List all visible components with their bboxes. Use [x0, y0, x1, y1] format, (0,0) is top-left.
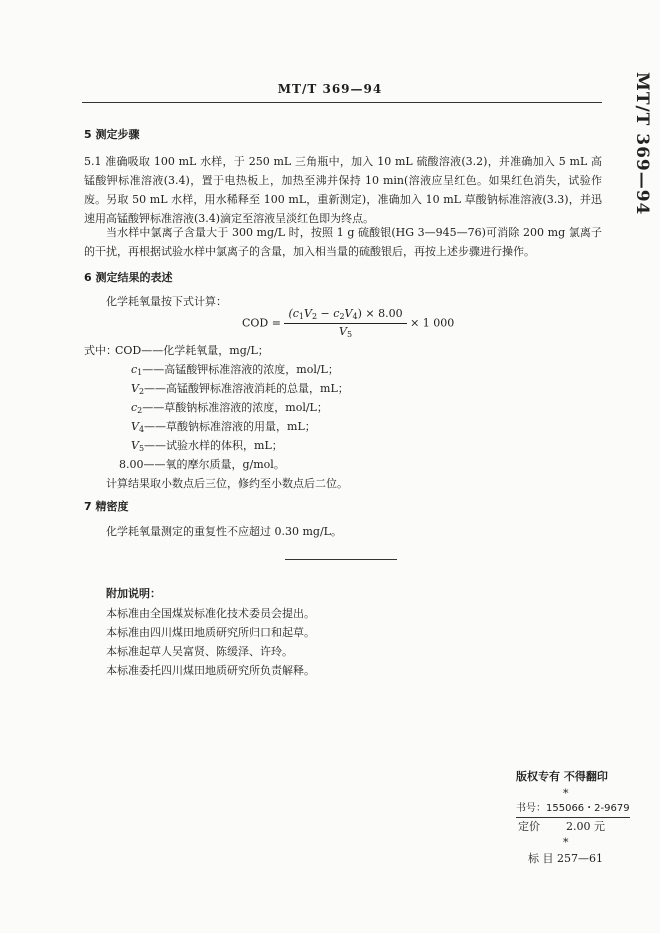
- rounding-note: 计算结果取小数点后三位，修约至小数点后二位。: [106, 477, 348, 490]
- var-row-v2: $V_2——$高锰酸钾标准溶液消耗的总量，mL；: [131, 382, 349, 396]
- section6-heading: 6 测定结果的表述: [84, 271, 173, 284]
- section7-heading: 7 精密度: [84, 500, 129, 513]
- copyright-notice: 版权专有 不得翻印: [516, 770, 608, 783]
- price-label: 定价: [518, 820, 540, 833]
- var-row-c1: $c_1——$高锰酸钾标准溶液的浓度，mol/L；: [131, 363, 339, 377]
- cod-formula: [242, 306, 454, 341]
- where-prefix: 式中：: [84, 344, 117, 357]
- page-header: MT/T 369—94: [277, 82, 383, 96]
- appendix-line: 本标准由四川煤田地质研究所归口和起草。: [106, 626, 315, 639]
- price-value: 2.00 元: [566, 820, 605, 833]
- var-row-v5: $V_5——$试验水样的体积，mL；: [131, 439, 283, 453]
- section5-paragraph1: 5.1 准确吸取 100 mL 水样，于 250 mL 三角瓶中，加入 10 mL 硫酸溶液(3.2)，并准确加入 5 mL 高锰酸钾标准溶液(3.4)，置于电热板上，加热至沸并保持 10 min(溶液应呈红色。如果红色消失，试验作废。另取 50 mL 水样，用水稀释至 100 mL，重新测定)，准确加入 10 mL 草酸钠标准溶液(3.3)，并迅速用高锰酸钾标准溶液(3.4)滴定至溶液呈淡红色即为终点。: [84, 155, 602, 225]
- appendix-line: 本标准起草人吴富贤、陈缓泽、许玲。: [106, 645, 293, 658]
- formula-numerator: $(c_1V_2 - c_2V_4) \times 8.00$: [284, 306, 406, 324]
- side-standard-code: MT/T 369—94: [632, 72, 652, 216]
- section-divider: [285, 559, 397, 560]
- section5-paragraph2: 当水样中氯离子含量大于 300 mg/L 时，按照 1 g 硫酸银(HG 3—945—76)可消除 200 mg 氯离子的干扰，再根据试验水样中氯离子的含量，加入相当量的硫酸银后，再按上述步骤进行操作。: [84, 226, 602, 258]
- catalog-number: 标 目 257—61: [528, 852, 603, 865]
- header-rule: [82, 102, 602, 103]
- appendix-title: 附加说明：: [106, 587, 161, 600]
- var-row-c2: $c_2——$草酸钠标准溶液的浓度，mol/L；: [131, 401, 328, 415]
- colophon-star-2: *: [563, 836, 569, 849]
- section5-heading: 5 测定步骤: [84, 128, 140, 141]
- formula-intro: 化学耗氧量按下式计算：: [106, 295, 227, 308]
- book-number: 书号：155066・2-9679: [516, 801, 630, 818]
- appendix-line: 本标准委托四川煤田地质研究所负责解释。: [106, 664, 315, 677]
- formula-lhs: COD =: [242, 316, 281, 330]
- appendix-line: 本标准由全国煤炭标准化技术委员会提出。: [106, 607, 315, 620]
- section7-text: 化学耗氧量测定的重复性不应超过 0.30 mg/L。: [106, 525, 342, 538]
- var-row-molar-mass: 8.00——氧的摩尔质量，g/mol。: [119, 458, 285, 471]
- formula-denominator: $V_5$: [339, 325, 353, 339]
- formula-fraction: [284, 306, 406, 341]
- formula-tail: × 1 000: [410, 316, 455, 330]
- var-row-cod: COD——化学耗氧量，mg/L；: [115, 344, 269, 357]
- colophon-star: *: [563, 787, 569, 800]
- var-row-v4: $V_4——$草酸钠标准溶液的用量，mL；: [131, 420, 316, 434]
